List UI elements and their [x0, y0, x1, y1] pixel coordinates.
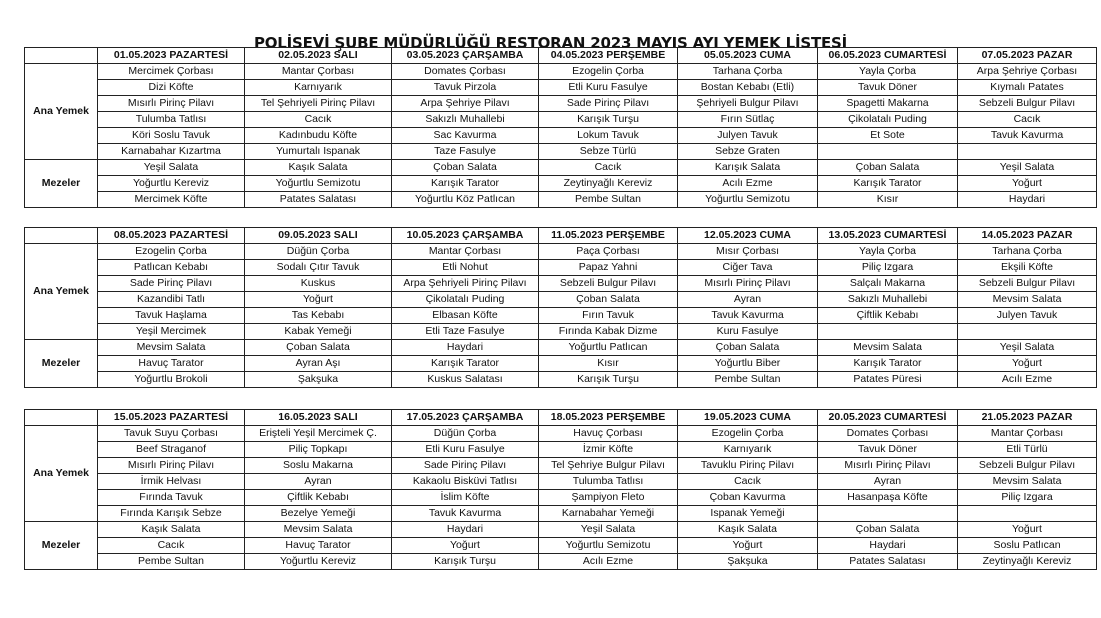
menu-item: Domates Çorbası: [392, 64, 539, 80]
menu-item: Pembe Sultan: [678, 372, 818, 388]
menu-item: Yoğurt: [958, 522, 1097, 538]
menu-row: [25, 474, 1097, 490]
menu-item: Hasanpaşa Köfte: [818, 490, 958, 506]
menu-item: Bostan Kebabı (Etli): [678, 80, 818, 96]
menu-row: [25, 340, 1097, 356]
menu-item: Karnıyarık: [678, 442, 818, 458]
menu-item: Yoğurt: [958, 176, 1097, 192]
menu-row: [25, 324, 1097, 340]
menu-item: Yoğurtlu Kereviz: [245, 554, 392, 570]
menu-item: Mısır Çorbası: [678, 244, 818, 260]
menu-item: Erişteli Yeşil Mercimek Ç.: [245, 426, 392, 442]
menu-item: Yoğurtlu Köz Patlıcan: [392, 192, 539, 208]
menu-item: Tas Kebabı: [245, 308, 392, 324]
menu-item: Kadınbudu Köfte: [245, 128, 392, 144]
menu-item: İzmir Köfte: [539, 442, 678, 458]
menu-item: Etli Kuru Fasulye: [539, 80, 678, 96]
day-header: 13.05.2023 CUMARTESİ: [818, 228, 958, 244]
menu-item: Mercimek Köfte: [98, 192, 245, 208]
day-header: 14.05.2023 PAZAR: [958, 228, 1097, 244]
menu-item: Acılı Ezme: [958, 372, 1097, 388]
menu-row: [25, 372, 1097, 388]
menu-row: [25, 538, 1097, 554]
menu-item: Düğün Çorba: [245, 244, 392, 260]
menu-item: Yoğurtlu Kereviz: [98, 176, 245, 192]
menu-item: Sade Pirinç Pilavı: [539, 96, 678, 112]
menu-item: Karışık Salata: [678, 160, 818, 176]
menu-item: Arpa Şehriyeli Pirinç Pilavı: [392, 276, 539, 292]
day-header: 08.05.2023 PAZARTESİ: [98, 228, 245, 244]
corner-cell: [25, 228, 98, 244]
header-row: [25, 410, 1097, 426]
menu-item: Kazandibi Tatlı: [98, 292, 245, 308]
day-header: 11.05.2023 PERŞEMBE: [539, 228, 678, 244]
menu-item: Pembe Sultan: [98, 554, 245, 570]
corner-cell: [25, 410, 98, 426]
menu-item: Karışık Turşu: [392, 554, 539, 570]
menu-item: Yayla Çorba: [818, 64, 958, 80]
menu-item: Mantar Çorbası: [245, 64, 392, 80]
menu-item: Yoğurtlu Patlıcan: [539, 340, 678, 356]
menu-item: Zeytinyağlı Kereviz: [958, 554, 1097, 570]
menu-item: Mevsim Salata: [818, 340, 958, 356]
menu-item: Dizi Köfte: [98, 80, 245, 96]
day-header: 09.05.2023 SALI: [245, 228, 392, 244]
main-dish-label: Ana Yemek: [25, 426, 98, 522]
menu-item: İrmik Helvası: [98, 474, 245, 490]
menu-item: Havuç Çorbası: [539, 426, 678, 442]
menu-item: [958, 324, 1097, 340]
menu-item: [958, 506, 1097, 522]
menu-item: Tavuk Kavurma: [392, 506, 539, 522]
menu-table-week-2: [24, 227, 1097, 388]
day-header: 06.05.2023 CUMARTESİ: [818, 48, 958, 64]
menu-item: Karışık Tarator: [818, 356, 958, 372]
menu-item: Tarhana Çorba: [678, 64, 818, 80]
menu-item: Tulumba Tatlısı: [539, 474, 678, 490]
menu-item: Ekşili Köfte: [958, 260, 1097, 276]
menu-item: Sade Pirinç Pilavı: [392, 458, 539, 474]
header-row: [25, 48, 1097, 64]
menu-item: Soslu Makarna: [245, 458, 392, 474]
menu-row: [25, 192, 1097, 208]
menu-row: [25, 64, 1097, 80]
menu-row: [25, 442, 1097, 458]
menu-item: Zeytinyağlı Kereviz: [539, 176, 678, 192]
menu-item: Havuç Tarator: [98, 356, 245, 372]
header-row: [25, 228, 1097, 244]
menu-item: Tavuk Haşlama: [98, 308, 245, 324]
menu-item: Arpa Şehriye Çorbası: [958, 64, 1097, 80]
menu-item: Çoban Salata: [818, 522, 958, 538]
menu-item: Çoban Salata: [818, 160, 958, 176]
menu-item: Yoğurtlu Semizotu: [539, 538, 678, 554]
menu-item: Lokum Tavuk: [539, 128, 678, 144]
menu-row: [25, 426, 1097, 442]
menu-item: Mısırlı Pirinç Pilavı: [818, 458, 958, 474]
day-header: 20.05.2023 CUMARTESİ: [818, 410, 958, 426]
menu-item: Yeşil Salata: [539, 522, 678, 538]
menu-item: Mantar Çorbası: [958, 426, 1097, 442]
menu-item: Yoğurtlu Biber: [678, 356, 818, 372]
menu-item: Yoğurtlu Brokoli: [98, 372, 245, 388]
menu-item: Kaşık Salata: [245, 160, 392, 176]
menu-item: Karnabahar Kızartma: [98, 144, 245, 160]
menu-item: Çiftlik Kebabı: [818, 308, 958, 324]
menu-item: Etli Nohut: [392, 260, 539, 276]
menu-item: Sac Kavurma: [392, 128, 539, 144]
menu-table-week-3: [24, 409, 1097, 570]
menu-item: Ispanak Yemeği: [678, 506, 818, 522]
menu-item: Şehriyeli Bulgur Pilavı: [678, 96, 818, 112]
menu-item: Mısırlı Pirinç Pilavı: [98, 458, 245, 474]
corner-cell: [25, 48, 98, 64]
menu-item: Yoğurt: [678, 538, 818, 554]
menu-item: Mısırlı Pirinç Pilavı: [98, 96, 245, 112]
menu-item: Çoban Salata: [245, 340, 392, 356]
menu-item: Kısır: [818, 192, 958, 208]
menu-item: Ayran: [245, 474, 392, 490]
menu-item: Tavuklu Pirinç Pilavı: [678, 458, 818, 474]
menu-item: Mevsim Salata: [98, 340, 245, 356]
menu-item: Tavuk Kavurma: [678, 308, 818, 324]
menu-item: Kısır: [539, 356, 678, 372]
menu-item: Salçalı Makarna: [818, 276, 958, 292]
menu-item: Kabak Yemeği: [245, 324, 392, 340]
menu-item: Yoğurtlu Semizotu: [678, 192, 818, 208]
menu-item: Şampiyon Fleto: [539, 490, 678, 506]
menu-item: Çikolatalı Puding: [392, 292, 539, 308]
main-dish-label: Ana Yemek: [25, 64, 98, 160]
menu-item: Mercimek Çorbası: [98, 64, 245, 80]
menu-item: Kuskus Salatası: [392, 372, 539, 388]
menu-item: Acılı Ezme: [678, 176, 818, 192]
day-header: 03.05.2023 ÇARŞAMBA: [392, 48, 539, 64]
menu-item: [958, 144, 1097, 160]
menu-item: Soslu Patlıcan: [958, 538, 1097, 554]
menu-item: Julyen Tavuk: [678, 128, 818, 144]
main-dish-label: Ana Yemek: [25, 244, 98, 340]
menu-row: [25, 490, 1097, 506]
menu-item: Yeşil Mercimek: [98, 324, 245, 340]
day-header: 15.05.2023 PAZARTESİ: [98, 410, 245, 426]
menu-item: Ayran: [818, 474, 958, 490]
menu-item: Etli Türlü: [958, 442, 1097, 458]
menu-item: Mısırlı Pirinç Pilavı: [678, 276, 818, 292]
menu-item: Cacık: [245, 112, 392, 128]
menu-item: Tavuk Döner: [818, 80, 958, 96]
menu-row: [25, 276, 1097, 292]
day-header: 12.05.2023 CUMA: [678, 228, 818, 244]
menu-item: Sodalı Çıtır Tavuk: [245, 260, 392, 276]
menu-item: Papaz Yahni: [539, 260, 678, 276]
menu-item: Domates Çorbası: [818, 426, 958, 442]
page-title: POLİSEVİ ŞUBE MÜDÜRLÜĞÜ RESTORAN 2023 MAYIS AYI YEMEK LİSTESİ: [253, 34, 848, 52]
menu-item: [818, 324, 958, 340]
menu-item: Sebzeli Bulgur Pilavı: [958, 458, 1097, 474]
menu-item: Elbasan Köfte: [392, 308, 539, 324]
menu-row: [25, 308, 1097, 324]
menu-item: Taze Fasulye: [392, 144, 539, 160]
menu-row: [25, 160, 1097, 176]
menu-item: Sebze Graten: [678, 144, 818, 160]
menu-row: [25, 144, 1097, 160]
menu-item: Cacık: [958, 112, 1097, 128]
menu-item: Spagetti Makarna: [818, 96, 958, 112]
menu-item: Haydari: [392, 522, 539, 538]
menu-item: Çoban Salata: [678, 340, 818, 356]
menu-item: Çoban Kavurma: [678, 490, 818, 506]
menu-item: İslim Köfte: [392, 490, 539, 506]
menu-row: [25, 554, 1097, 570]
menu-item: Etli Kuru Fasulye: [392, 442, 539, 458]
menu-item: Karışık Tarator: [818, 176, 958, 192]
menu-item: Yoğurt: [958, 356, 1097, 372]
menu-row: [25, 176, 1097, 192]
menu-item: Mantar Çorbası: [392, 244, 539, 260]
menu-item: Tel Şehriye Bulgur Pilavı: [539, 458, 678, 474]
menu-item: Sebzeli Bulgur Pilavı: [958, 96, 1097, 112]
menu-item: Ezogelin Çorba: [678, 426, 818, 442]
menu-item: Yoğurt: [245, 292, 392, 308]
menu-item: [818, 144, 958, 160]
menu-item: Ezogelin Çorba: [98, 244, 245, 260]
menu-item: Sakızlı Muhallebi: [818, 292, 958, 308]
menu-item: Fırın Tavuk: [539, 308, 678, 324]
menu-item: Patlıcan Kebabı: [98, 260, 245, 276]
menu-item: Etli Taze Fasulye: [392, 324, 539, 340]
day-header: 07.05.2023 PAZAR: [958, 48, 1097, 64]
day-header: 01.05.2023 PAZARTESİ: [98, 48, 245, 64]
menu-item: Kıymalı Patates: [958, 80, 1097, 96]
menu-item: Çoban Salata: [392, 160, 539, 176]
menu-item: Havuç Tarator: [245, 538, 392, 554]
menu-item: Fırında Kabak Dizme: [539, 324, 678, 340]
menu-item: Piliç Topkapı: [245, 442, 392, 458]
menu-item: Düğün Çorba: [392, 426, 539, 442]
menu-item: Tel Şehriyeli Pirinç Pilavı: [245, 96, 392, 112]
menu-item: Haydari: [818, 538, 958, 554]
menu-item: Çoban Salata: [539, 292, 678, 308]
menu-item: Kakaolu Bisküvi Tatlısı: [392, 474, 539, 490]
menu-item: Yoğurtlu Semizotu: [245, 176, 392, 192]
menu-item: Sade Pirinç Pilavı: [98, 276, 245, 292]
menu-item: Patates Püresi: [818, 372, 958, 388]
day-header: 19.05.2023 CUMA: [678, 410, 818, 426]
menu-row: [25, 128, 1097, 144]
day-header: 18.05.2023 PERŞEMBE: [539, 410, 678, 426]
menu-item: Pembe Sultan: [539, 192, 678, 208]
menu-item: Sakızlı Muhallebi: [392, 112, 539, 128]
menu-item: Arpa Şehriye Pilavı: [392, 96, 539, 112]
menu-item: Haydari: [958, 192, 1097, 208]
menu-item: Çikolatalı Puding: [818, 112, 958, 128]
menu-row: [25, 356, 1097, 372]
menu-item: Cacık: [539, 160, 678, 176]
menu-item: Şakşuka: [245, 372, 392, 388]
menu-row: [25, 522, 1097, 538]
menu-row: [25, 260, 1097, 276]
menu-row: [25, 292, 1097, 308]
appetizers-label: Mezeler: [25, 160, 98, 208]
menu-item: Fırın Sütlaç: [678, 112, 818, 128]
menu-item: Karnabahar Yemeği: [539, 506, 678, 522]
menu-item: Karışık Tarator: [392, 356, 539, 372]
menu-row: [25, 96, 1097, 112]
menu-item: Çiftlik Kebabı: [245, 490, 392, 506]
menu-item: Piliç Izgara: [818, 260, 958, 276]
menu-item: Julyen Tavuk: [958, 308, 1097, 324]
menu-item: Tulumba Tatlısı: [98, 112, 245, 128]
menu-item: Kaşık Salata: [98, 522, 245, 538]
menu-item: Cacık: [98, 538, 245, 554]
menu-table-week-1: [24, 47, 1097, 208]
menu-item: Ciğer Tava: [678, 260, 818, 276]
menu-item: Karışık Turşu: [539, 112, 678, 128]
menu-item: Mevsim Salata: [958, 292, 1097, 308]
menu-item: Köri Soslu Tavuk: [98, 128, 245, 144]
menu-item: Patates Salatası: [818, 554, 958, 570]
day-header: 05.05.2023 CUMA: [678, 48, 818, 64]
menu-item: Yoğurt: [392, 538, 539, 554]
menu-item: Karışık Tarator: [392, 176, 539, 192]
menu-row: [25, 112, 1097, 128]
menu-item: Kuru Fasulye: [678, 324, 818, 340]
menu-item: Mevsim Salata: [958, 474, 1097, 490]
menu-item: Ezogelin Çorba: [539, 64, 678, 80]
menu-item: Beef Straganof: [98, 442, 245, 458]
menu-item: Ayran Aşı: [245, 356, 392, 372]
day-header: 17.05.2023 ÇARŞAMBA: [392, 410, 539, 426]
day-header: 04.05.2023 PERŞEMBE: [539, 48, 678, 64]
menu-item: Karışık Turşu: [539, 372, 678, 388]
menu-item: Bezelye Yemeği: [245, 506, 392, 522]
menu-row: [25, 244, 1097, 260]
menu-item: [818, 506, 958, 522]
menu-item: Yayla Çorba: [818, 244, 958, 260]
menu-item: Fırında Tavuk: [98, 490, 245, 506]
menu-item: Sebzeli Bulgur Pilavı: [958, 276, 1097, 292]
menu-item: Kaşık Salata: [678, 522, 818, 538]
menu-item: Paça Çorbası: [539, 244, 678, 260]
menu-row: [25, 506, 1097, 522]
menu-item: Tavuk Döner: [818, 442, 958, 458]
menu-item: Karnıyarık: [245, 80, 392, 96]
menu-item: Tarhana Çorba: [958, 244, 1097, 260]
menu-item: Tavuk Pirzola: [392, 80, 539, 96]
menu-item: Et Sote: [818, 128, 958, 144]
menu-item: Acılı Ezme: [539, 554, 678, 570]
day-header: 02.05.2023 SALI: [245, 48, 392, 64]
menu-item: Sebzeli Bulgur Pilavı: [539, 276, 678, 292]
appetizers-label: Mezeler: [25, 340, 98, 388]
appetizers-label: Mezeler: [25, 522, 98, 570]
menu-item: Piliç Izgara: [958, 490, 1097, 506]
menu-item: Yeşil Salata: [958, 340, 1097, 356]
menu-item: Yeşil Salata: [98, 160, 245, 176]
menu-item: Tavuk Kavurma: [958, 128, 1097, 144]
menu-item: Mevsim Salata: [245, 522, 392, 538]
menu-item: Ayran: [678, 292, 818, 308]
menu-item: Sebze Türlü: [539, 144, 678, 160]
menu-item: Patates Salatası: [245, 192, 392, 208]
menu-item: Şakşuka: [678, 554, 818, 570]
menu-item: Haydari: [392, 340, 539, 356]
menu-row: [25, 458, 1097, 474]
menu-item: Yeşil Salata: [958, 160, 1097, 176]
day-header: 10.05.2023 ÇARŞAMBA: [392, 228, 539, 244]
menu-row: [25, 80, 1097, 96]
menu-item: Cacık: [678, 474, 818, 490]
menu-item: Kuskus: [245, 276, 392, 292]
menu-item: Tavuk Suyu Çorbası: [98, 426, 245, 442]
menu-item: Yumurtalı Ispanak: [245, 144, 392, 160]
day-header: 16.05.2023 SALI: [245, 410, 392, 426]
day-header: 21.05.2023 PAZAR: [958, 410, 1097, 426]
menu-item: Fırında Karışık Sebze: [98, 506, 245, 522]
